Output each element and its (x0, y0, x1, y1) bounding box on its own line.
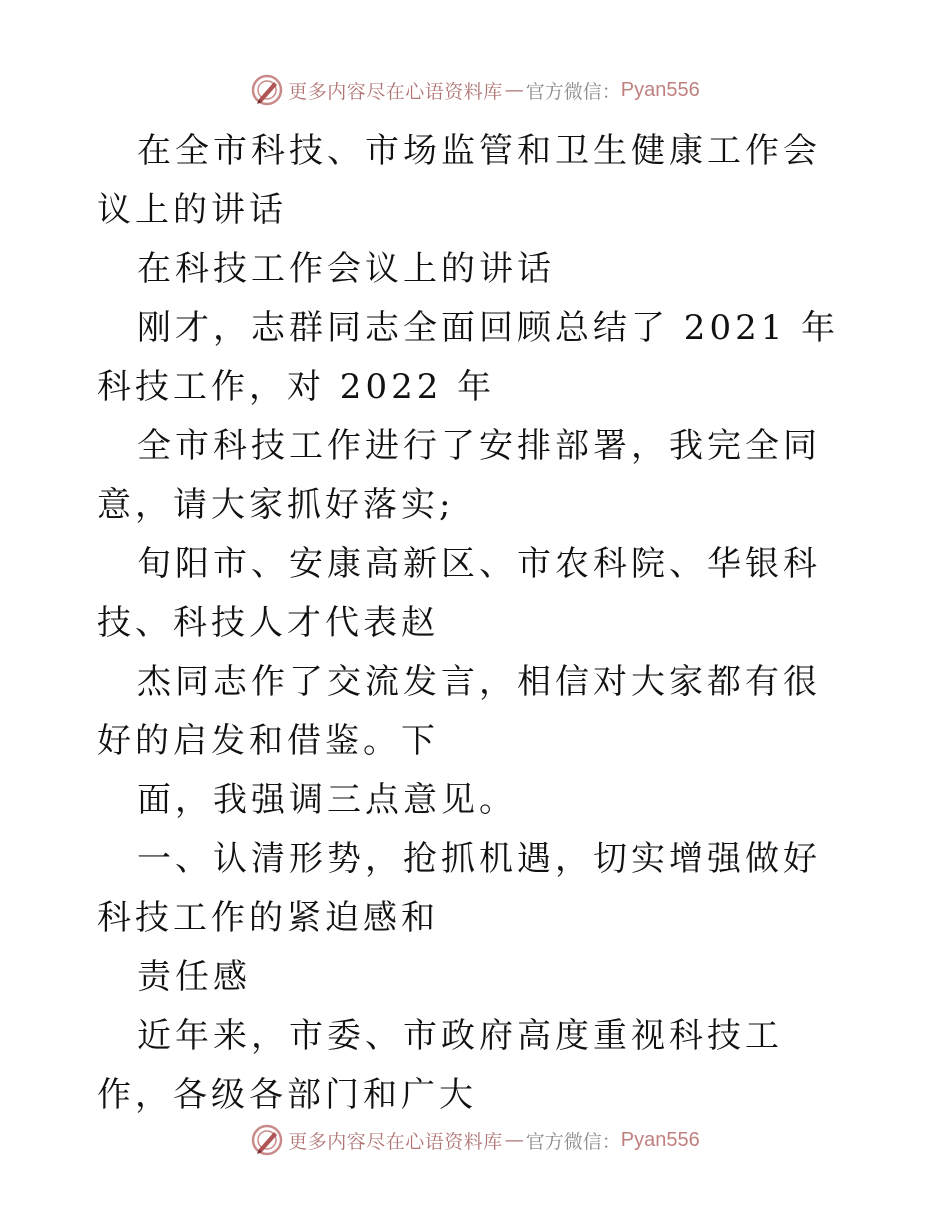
watermark-brand-text: 更多内容尽在心语资料库 (288, 80, 503, 103)
watermark-label: 官方微信： (525, 1130, 621, 1153)
pen-logo-icon (250, 1123, 284, 1157)
paragraph: 杰同志作了交流发言，相信对大家都有很好的启发和借鉴。下 (97, 662, 821, 761)
document-body (97, 122, 853, 1125)
paragraph: 全市科技工作进行了安排部署，我完全同意，请大家抓好落实; (97, 426, 821, 525)
paragraph: 刚才，志群同志全面回顾总结了 2021 年科技工作，对 2022 年 (97, 308, 840, 407)
paragraph-title: 在全市科技、市场监管和卫生健康工作会议上的讲话 (97, 131, 821, 230)
watermark-brand-text: 更多内容尽在心语资料库 (288, 1130, 503, 1153)
paragraph: 面，我强调三点意见。 (137, 780, 517, 820)
watermark-handle: Pyan556 (620, 1128, 700, 1151)
watermark-separator: — (504, 1129, 524, 1151)
paragraph-subtitle: 在科技工作会议上的讲话 (137, 249, 555, 289)
watermark-label: 官方微信： (525, 80, 621, 103)
paragraph: 近年来，市委、市政府高度重视科技工作，各级各部门和广大 (97, 1016, 783, 1115)
section-heading: 一、认清形势，抢抓机遇，切实增强做好科技工作的紧迫感和 (97, 839, 821, 938)
watermark-separator: — (504, 79, 524, 101)
watermark-banner-top (0, 72, 950, 108)
watermark-banner-bottom (0, 1122, 950, 1158)
pen-logo-icon (250, 73, 284, 107)
paragraph: 旬阳市、安康高新区、市农科院、华银科技、科技人才代表赵 (97, 544, 821, 643)
paragraph: 责任感 (137, 957, 251, 997)
watermark-handle: Pyan556 (620, 78, 700, 101)
